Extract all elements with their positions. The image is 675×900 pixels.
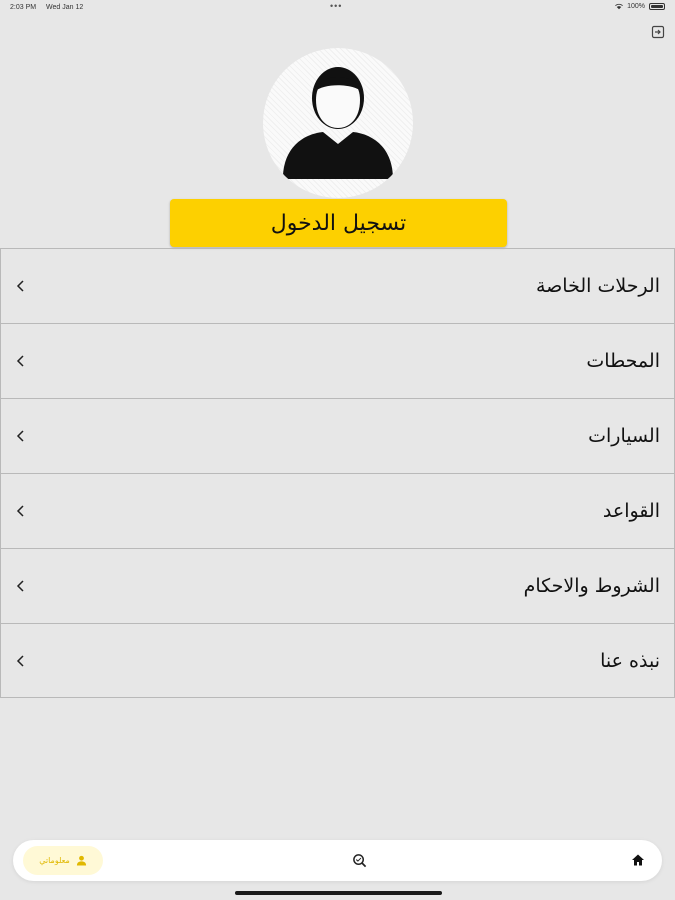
chevron-left-icon (15, 579, 27, 593)
chevron-left-icon (15, 354, 27, 368)
menu-list (0, 248, 675, 698)
status-time: 2:03 PM (10, 4, 37, 11)
logout-icon[interactable] (651, 25, 665, 39)
menu-item-label: الشروط والاحكام (523, 575, 660, 597)
chevron-left-icon (15, 654, 27, 668)
menu-item-label: القواعد (602, 500, 660, 522)
login-button[interactable]: تسجيل الدخول (170, 199, 507, 247)
menu-item-cars[interactable] (0, 398, 675, 473)
nav-profile-tab[interactable] (23, 846, 103, 875)
wifi-icon (615, 3, 623, 10)
person-icon (76, 855, 87, 866)
menu-item-rules[interactable] (0, 473, 675, 548)
menu-item-label: المحطات (586, 350, 660, 372)
battery-percent: 100% (627, 3, 645, 10)
multitasking-dots[interactable]: ••• (330, 1, 343, 11)
home-indicator (235, 891, 442, 895)
user-silhouette-icon (263, 48, 413, 198)
search-icon[interactable] (352, 853, 367, 868)
bottom-nav (13, 840, 662, 881)
nav-profile-label: معلوماتي (39, 856, 70, 865)
menu-item-about[interactable] (0, 623, 675, 698)
menu-item-private-trips[interactable] (0, 248, 675, 323)
menu-item-stations[interactable] (0, 323, 675, 398)
menu-item-label: الرحلات الخاصة (535, 275, 660, 297)
home-icon[interactable] (631, 853, 645, 867)
battery-icon (649, 3, 665, 10)
status-right (615, 3, 665, 10)
avatar[interactable] (263, 48, 413, 198)
status-left (10, 4, 91, 11)
status-bar (0, 0, 675, 16)
chevron-left-icon (15, 429, 27, 443)
menu-item-terms[interactable] (0, 548, 675, 623)
menu-item-label: السيارات (588, 425, 660, 447)
chevron-left-icon (15, 504, 27, 518)
chevron-left-icon (15, 279, 27, 293)
menu-item-label: نبذه عنا (600, 649, 660, 672)
status-date: Wed Jan 12 (46, 4, 84, 11)
